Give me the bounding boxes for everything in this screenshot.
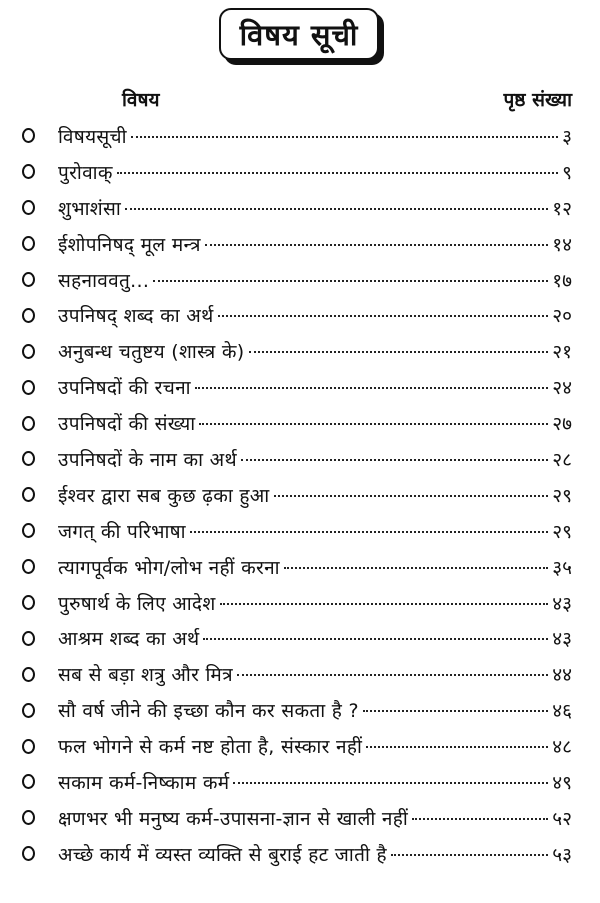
toc-entry-page: २४ bbox=[552, 377, 572, 400]
dot-leader bbox=[203, 638, 548, 640]
toc-entry bbox=[0, 764, 600, 800]
toc-entry-line bbox=[58, 661, 572, 687]
toc-entry-page: २१ bbox=[552, 341, 572, 364]
toc-entry-label: शुभाशंसा bbox=[58, 197, 122, 220]
dot-leader bbox=[117, 172, 558, 174]
circle-bullet-icon bbox=[22, 272, 35, 287]
toc-entry-page: ४९ bbox=[552, 771, 572, 794]
toc-entry-page: ४४ bbox=[552, 664, 572, 687]
toc-entry bbox=[0, 800, 600, 836]
dot-leader bbox=[195, 387, 548, 389]
circle-bullet-icon bbox=[22, 451, 35, 466]
toc-entry-page: ४८ bbox=[552, 736, 572, 759]
circle-bullet-icon bbox=[22, 703, 35, 718]
dot-leader bbox=[274, 495, 549, 497]
dot-leader bbox=[412, 818, 548, 820]
toc-entry-line bbox=[58, 231, 572, 257]
toc-entry-line bbox=[58, 554, 572, 580]
toc-entry-page: ४३ bbox=[552, 592, 572, 615]
toc-entry-line bbox=[58, 159, 572, 185]
toc-entry-label: आश्रम शब्द का अर्थ bbox=[58, 628, 200, 651]
toc-entry-label: उपनिषदों के नाम का अर्थ bbox=[58, 448, 237, 471]
dot-leader bbox=[131, 136, 558, 138]
toc-entry bbox=[0, 656, 600, 692]
circle-bullet-icon bbox=[22, 631, 35, 646]
circle-bullet-icon bbox=[22, 559, 35, 574]
toc-entry-line bbox=[58, 769, 572, 795]
toc-entry-page: ९ bbox=[562, 161, 572, 184]
title-banner bbox=[219, 8, 387, 68]
toc-entry-page: ३५ bbox=[552, 556, 572, 579]
toc-entry bbox=[0, 728, 600, 764]
dot-leader bbox=[190, 531, 548, 533]
dot-leader bbox=[241, 459, 548, 461]
toc-entry bbox=[0, 836, 600, 872]
toc-entry-label: पुरुषार्थ के लिए आदेश bbox=[58, 592, 216, 615]
toc-entry-page: १२ bbox=[552, 197, 572, 220]
toc-entry-label: अच्छे कार्य में व्यस्त व्यक्ति से बुराई हट जाती है bbox=[58, 843, 387, 866]
dot-leader bbox=[205, 244, 548, 246]
toc-entry-page: २९ bbox=[552, 520, 572, 543]
dot-leader bbox=[199, 423, 548, 425]
toc-entry bbox=[0, 441, 600, 477]
toc-entry-label: सहनाववतु... bbox=[58, 269, 150, 292]
dot-leader bbox=[237, 674, 548, 676]
toc-entry-line bbox=[58, 625, 572, 651]
toc-entry bbox=[0, 118, 600, 154]
toc-entry bbox=[0, 333, 600, 369]
toc-entry-page: ५२ bbox=[552, 807, 572, 830]
dot-leader bbox=[220, 603, 549, 605]
circle-bullet-icon bbox=[22, 380, 35, 395]
toc-entry-label: सब से बड़ा शत्रु और मित्र bbox=[58, 664, 233, 687]
toc-entry-page: २९ bbox=[552, 484, 572, 507]
dot-leader bbox=[363, 710, 548, 712]
circle-bullet-icon bbox=[22, 128, 35, 143]
toc-entry-line bbox=[58, 123, 572, 149]
circle-bullet-icon bbox=[22, 164, 35, 179]
toc-entry bbox=[0, 154, 600, 190]
toc-entry bbox=[0, 369, 600, 405]
toc-entry-label: पुरोवाक् bbox=[58, 161, 113, 184]
subject-column-header: विषय bbox=[122, 89, 160, 111]
toc-entry-line bbox=[58, 697, 572, 723]
toc-entry-line bbox=[58, 590, 572, 616]
circle-bullet-icon bbox=[22, 810, 35, 825]
toc-entry-line bbox=[58, 302, 572, 328]
toc-entry-line bbox=[58, 841, 572, 867]
toc-entry-line bbox=[58, 195, 572, 221]
circle-bullet-icon bbox=[22, 739, 35, 754]
toc-entry-line bbox=[58, 518, 572, 544]
dot-leader bbox=[218, 315, 549, 317]
toc-entry-label: सौ वर्ष जीने की इच्छा कौन कर सकता है ? bbox=[58, 700, 359, 723]
toc-entry-page: ४३ bbox=[552, 628, 572, 651]
toc-entry bbox=[0, 262, 600, 298]
toc-entry bbox=[0, 226, 600, 262]
circle-bullet-icon bbox=[22, 846, 35, 861]
toc-entry bbox=[0, 549, 600, 585]
page-title: विषय सूची bbox=[219, 8, 379, 60]
toc-entry-line bbox=[58, 482, 572, 508]
circle-bullet-icon bbox=[22, 200, 35, 215]
circle-bullet-icon bbox=[22, 416, 35, 431]
toc-entry-label: फल भोगने से कर्म नष्ट होता है, संस्कार नहीं bbox=[58, 736, 363, 759]
toc-entry-label: ईश्वर द्वारा सब कुछ ढ़का हुआ bbox=[58, 484, 270, 507]
toc-entry-line bbox=[58, 338, 572, 364]
toc-entry-page: ५३ bbox=[552, 843, 572, 866]
toc-entry bbox=[0, 692, 600, 728]
toc-entry bbox=[0, 513, 600, 549]
page-number-column-header: पृष्ठ संख्या bbox=[503, 89, 572, 111]
toc-entry bbox=[0, 405, 600, 441]
circle-bullet-icon bbox=[22, 774, 35, 789]
toc-entry bbox=[0, 477, 600, 513]
circle-bullet-icon bbox=[22, 523, 35, 538]
toc-entry-label: क्षणभर भी मनुष्य कर्म-उपासना-ज्ञान से खाली नहीं bbox=[58, 807, 409, 830]
toc-entry-line bbox=[58, 267, 572, 293]
dot-leader bbox=[153, 280, 548, 282]
dot-leader bbox=[249, 351, 549, 353]
toc-entry-page: ४६ bbox=[552, 700, 572, 723]
toc-entry-line bbox=[58, 446, 572, 472]
toc-entry-line bbox=[58, 805, 572, 831]
dot-leader bbox=[391, 854, 548, 856]
circle-bullet-icon bbox=[22, 487, 35, 502]
toc-entry-page: २० bbox=[552, 305, 572, 328]
toc-entry-page: ३ bbox=[562, 125, 572, 148]
toc-entry bbox=[0, 190, 600, 226]
toc-entry-page: २८ bbox=[552, 448, 572, 471]
toc-entry-label: त्यागपूर्वक भोग/लोभ नहीं करना bbox=[58, 556, 280, 579]
toc-entry-line bbox=[58, 410, 572, 436]
toc-entry-page: १७ bbox=[552, 269, 572, 292]
dot-leader bbox=[366, 746, 548, 748]
toc-entry-page: २७ bbox=[552, 413, 572, 436]
toc-entry-line bbox=[58, 733, 572, 759]
dot-leader bbox=[284, 567, 548, 569]
toc-entry bbox=[0, 585, 600, 621]
dot-leader bbox=[125, 208, 548, 210]
toc-entry-label: सकाम कर्म-निष्काम कर्म bbox=[58, 771, 230, 794]
circle-bullet-icon bbox=[22, 236, 35, 251]
dot-leader bbox=[233, 782, 548, 784]
toc-entry-label: उपनिषदों की रचना bbox=[58, 377, 191, 400]
toc-entry-page: १४ bbox=[552, 233, 572, 256]
toc-entry-label: ईशोपनिषद् मूल मन्त्र bbox=[58, 233, 201, 256]
toc-entry-label: उपनिषदों की संख्या bbox=[58, 413, 196, 436]
toc-entry-label: विषयसूची bbox=[58, 125, 127, 148]
toc-entry bbox=[0, 620, 600, 656]
toc-entry-label: उपनिषद् शब्द का अर्थ bbox=[58, 305, 214, 328]
circle-bullet-icon bbox=[22, 308, 35, 323]
toc-entry bbox=[0, 297, 600, 333]
toc-entry-line bbox=[58, 374, 572, 400]
toc-entry-label: अनुबन्ध चतुष्टय (शास्त्र के) bbox=[58, 341, 245, 364]
table-of-contents bbox=[0, 118, 600, 872]
toc-entry-label: जगत् की परिभाषा bbox=[58, 520, 186, 543]
circle-bullet-icon bbox=[22, 595, 35, 610]
circle-bullet-icon bbox=[22, 344, 35, 359]
circle-bullet-icon bbox=[22, 667, 35, 682]
